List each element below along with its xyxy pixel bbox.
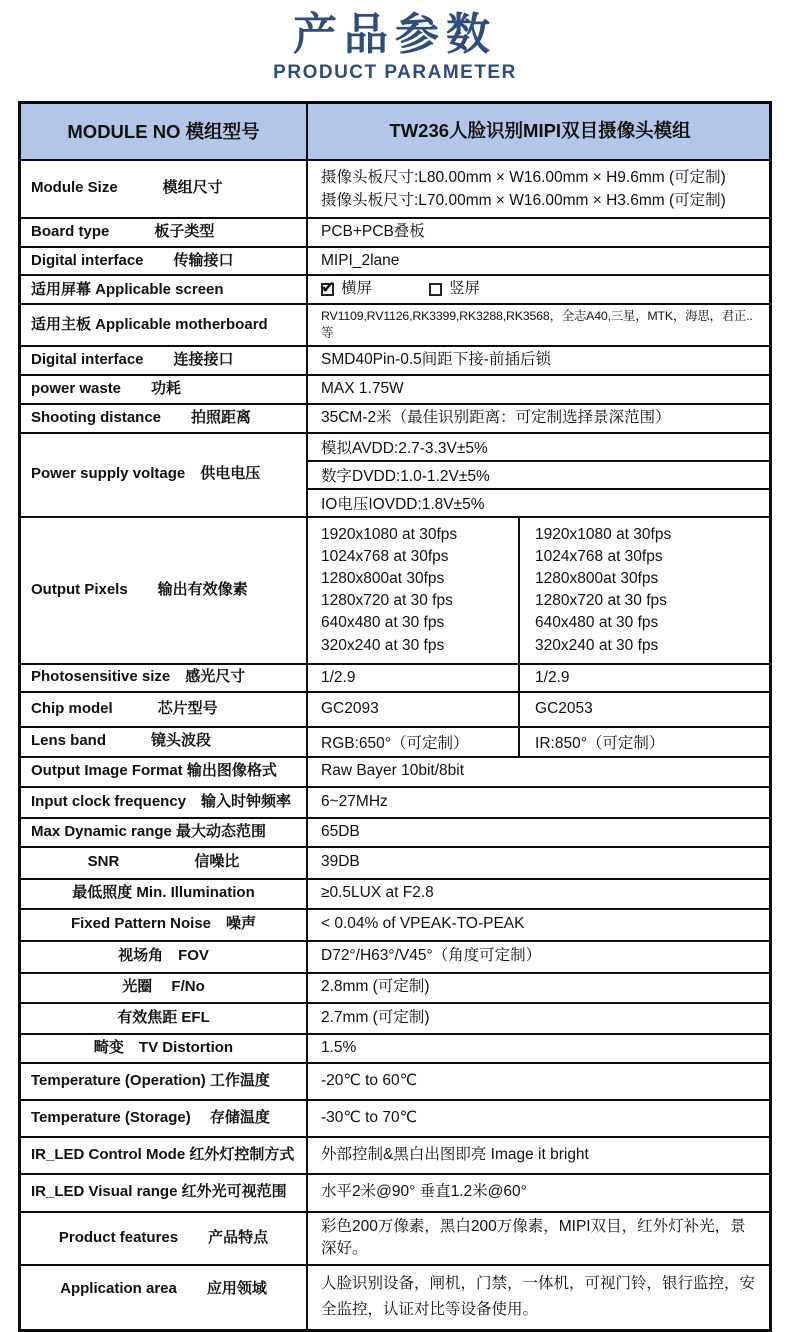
value-right: GC2053 [535, 700, 593, 718]
param-value: MAX 1.75W [321, 379, 404, 397]
row-digital-interface-connect [21, 345, 769, 374]
page-title: 产品参数 [293, 10, 497, 59]
param-value: -20℃ to 60℃ [321, 1071, 417, 1089]
value-line: 320x240 at 30 fps [321, 636, 445, 654]
param-label: SNR 信噪比 [21, 848, 308, 878]
value-line: 1280x800at 30fps [535, 570, 659, 587]
row-application-area [21, 1264, 769, 1329]
param-value: 35CM-2米（最佳识别距离：可定制选择景深范围） [321, 408, 671, 426]
row-power-waste [21, 374, 769, 403]
row-ir-led-visual-range [21, 1173, 769, 1211]
param-value: 人脸识别设备，闸机，门禁，一体机，可视门铃，银行监控，安全监控，认证对比等设备使用。 [321, 1275, 756, 1319]
row-efl [21, 1002, 769, 1033]
param-label: Module Size 模组尺寸 [21, 161, 308, 217]
param-label: Output Pixels 输出有效像素 [21, 518, 308, 663]
param-value: MIPI_2lane [321, 251, 400, 269]
row-photosensitive-size [21, 663, 769, 691]
row-tv-distortion [21, 1033, 769, 1062]
row-min-illumination [21, 878, 769, 908]
param-label: IR_LED Control Mode 红外灯控制方式 [21, 1138, 308, 1173]
param-label: Digital interface 连接接口 [21, 347, 308, 374]
value-left: RGB:650°（可定制） [308, 728, 520, 756]
row-temperature-storage [21, 1099, 769, 1136]
param-label: Output Image Format 输出图像格式 [21, 758, 308, 786]
row-module-size [21, 159, 769, 217]
param-label-text: Application area 应用领域 [60, 1279, 267, 1297]
param-label: 视场角 FOV [21, 942, 308, 972]
row-output-image-format [21, 756, 769, 786]
value-line: 1024x768 at 30fps [321, 547, 449, 565]
param-label: 有效焦距 EFL [21, 1004, 308, 1033]
param-value [308, 434, 769, 516]
param-value: < 0.04% of VPEAK-TO-PEAK [321, 915, 525, 933]
checked-checkbox-icon [321, 278, 336, 298]
param-label: 适用屏幕 Applicable screen [21, 276, 308, 303]
row-power-supply-voltage [21, 432, 769, 516]
param-value: 2.8mm (可定制) [321, 978, 430, 996]
row-output-pixels [21, 516, 769, 663]
row-shooting-distance [21, 403, 769, 432]
param-label: Power supply voltage 供电电压 [21, 434, 308, 516]
param-value: 2.7mm (可定制) [321, 1008, 430, 1026]
param-label: Lens band 镜头波段 [21, 728, 308, 756]
value-left: 1/2.9 [308, 665, 520, 691]
row-ir-led-control-mode [21, 1136, 769, 1173]
value-line: 1280x800at 30fps [321, 570, 445, 587]
param-value: 1.5% [321, 1038, 357, 1056]
row-applicable-screen [21, 274, 769, 303]
page-header [0, 0, 790, 84]
value-line: 模拟AVDD:2.7-3.3V±5% [321, 439, 488, 457]
param-value: 65DB [321, 822, 360, 840]
rgb-pixel-modes [308, 518, 520, 663]
module-name-value: TW236人脸识别MIPI双目摄像头模组 [389, 119, 691, 141]
product-parameter-table [18, 101, 772, 1332]
param-value: ≥0.5LUX at F2.8 [321, 884, 434, 902]
value-line: 摄像头板尺寸:L80.00mm × W16.00mm × H9.6mm (可定制) [321, 168, 726, 186]
param-value: 水平2米@90° 垂直1.2米@60° [321, 1183, 527, 1201]
value-line: 1920x1080 at 30fps [535, 525, 672, 543]
row-temperature-operation [21, 1062, 769, 1099]
value-line: 320x240 at 30 fps [535, 636, 659, 654]
param-label: Temperature (Storage) 存储温度 [21, 1101, 308, 1136]
param-value: RV1109,RV1126,RK3399,RK3288,RK3568，全志A40,三星，MTK，海思，君正..等 [321, 309, 753, 341]
value-line: 1920x1080 at 30fps [321, 525, 458, 543]
value-line: 640x480 at 30 fps [321, 614, 445, 632]
page-subtitle: PRODUCT PARAMETER [273, 61, 517, 83]
value-line: 摄像头板尺寸:L70.00mm × W16.00mm × H3.6mm (可定制) [321, 191, 726, 209]
row-max-dynamic-range [21, 817, 769, 846]
row-digital-interface-transfer [21, 246, 769, 275]
checkbox-option-label: 竖屏 [449, 280, 481, 298]
param-label: Chip model 芯片型号 [21, 693, 308, 726]
param-label: 适用主板 Applicable motherboard [21, 305, 308, 344]
param-value: 39DB [321, 853, 360, 871]
value-right: IR:850°（可定制） [535, 734, 665, 752]
param-value: 彩色200万像素，黑白200万像素，MIPI双目，红外灯补光，景深好。 [321, 1218, 746, 1258]
row-snr [21, 846, 769, 878]
value-line: 640x480 at 30 fps [535, 614, 659, 632]
param-label: Max Dynamic range 最大动态范围 [21, 819, 308, 846]
row-lens-band [21, 726, 769, 756]
param-label: 畸变 TV Distortion [21, 1035, 308, 1062]
param-label: Temperature (Operation) 工作温度 [21, 1064, 308, 1099]
param-label: Product features 产品特点 [21, 1213, 308, 1264]
checkbox-option-label: 横屏 [341, 280, 373, 298]
row-applicable-motherboard [21, 303, 769, 344]
unchecked-checkbox-icon [429, 283, 442, 296]
row-board-type [21, 217, 769, 246]
param-value: PCB+PCB叠板 [321, 222, 425, 240]
param-value [308, 276, 769, 303]
param-label: Input clock frequency 输入时钟频率 [21, 788, 308, 817]
row-product-features [21, 1211, 769, 1264]
row-input-clock-frequency [21, 786, 769, 817]
param-value [308, 693, 769, 726]
row-module-no [21, 104, 769, 159]
value-line: 1280x720 at 30 fps [535, 592, 667, 610]
param-value [308, 518, 769, 663]
row-fixed-pattern-noise [21, 908, 769, 940]
value-right: 1/2.9 [535, 668, 570, 686]
param-value: D72°/H63°/V45°（角度可定制） [321, 947, 542, 965]
ir-pixel-modes [520, 518, 769, 663]
value-line: 1024x768 at 30fps [535, 547, 663, 565]
param-value [308, 161, 769, 217]
param-label [21, 1266, 308, 1329]
param-label: Photosensitive size 感光尺寸 [21, 665, 308, 691]
value-line: IO电压IOVDD:1.8V±5% [308, 488, 769, 516]
param-value: SMD40Pin-0.5间距下接-前插后锁 [321, 350, 551, 368]
row-f-no [21, 972, 769, 1002]
row-fov [21, 940, 769, 972]
param-label: power waste 功耗 [21, 376, 308, 403]
row-chip-model [21, 691, 769, 726]
param-value: 外部控制&黑白出图即亮 Image it bright [321, 1145, 589, 1163]
check-mark-icon: ✔ [321, 278, 336, 298]
value-line: 1280x720 at 30 fps [321, 592, 453, 610]
param-value: -30℃ to 70℃ [321, 1108, 417, 1126]
param-label: Shooting distance 拍照距离 [21, 405, 308, 432]
param-label: Digital interface 传输接口 [21, 248, 308, 275]
param-label: Board type 板子类型 [21, 219, 308, 246]
param-value: Raw Bayer 10bit/8bit [321, 762, 465, 780]
value-line: 数字DVDD:1.0-1.2V±5% [308, 460, 769, 488]
param-value: 6~27MHz [321, 792, 388, 810]
param-label: IR_LED Visual range 红外光可视范围 [21, 1175, 308, 1211]
param-label: MODULE NO 模组型号 [21, 104, 308, 159]
value-left: GC2093 [308, 693, 520, 726]
param-value [308, 728, 769, 756]
param-label: 最低照度 Min. Illumination [21, 880, 308, 908]
param-value [308, 665, 769, 691]
param-label: 光圈 F/No [21, 974, 308, 1002]
param-label: Fixed Pattern Noise 噪声 [21, 910, 308, 940]
